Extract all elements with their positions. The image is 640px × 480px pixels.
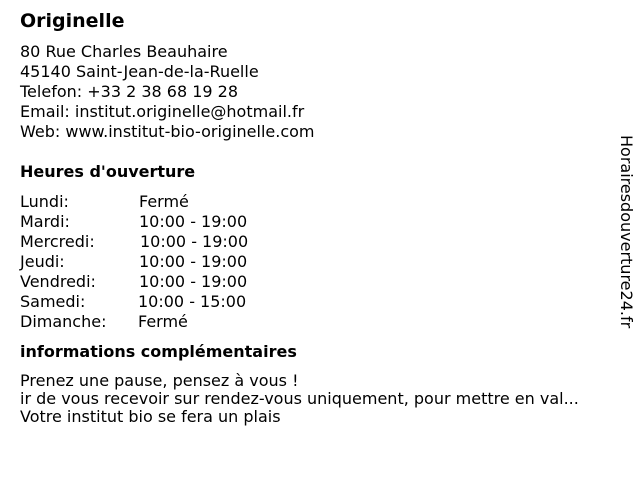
opening-hours-title: Heures d'ouverture bbox=[20, 162, 196, 181]
business-card bbox=[20, 8, 615, 426]
hours-row-saturday bbox=[20, 292, 615, 312]
business-name: Originelle bbox=[20, 10, 125, 32]
day-label: Mercredi: bbox=[20, 232, 95, 251]
info-line-1: Prenez une pause, pensez à vous ! bbox=[20, 371, 299, 390]
day-label: Mardi: bbox=[20, 212, 70, 231]
hours-row-thursday bbox=[20, 252, 615, 272]
time-value: 10:00 - 19:00 bbox=[140, 232, 249, 251]
day-label: Dimanche: bbox=[20, 312, 107, 331]
day-label: Samedi: bbox=[20, 292, 86, 311]
info-line-2: ir de vous recevoir sur rendez-vous uniquement, pour mettre en val... bbox=[20, 389, 579, 408]
time-value: Fermé bbox=[139, 192, 189, 211]
info-line-3: Votre institut bio se fera un plais bbox=[20, 407, 281, 426]
hours-row-wednesday bbox=[20, 232, 615, 252]
time-value: Fermé bbox=[138, 312, 188, 331]
address-line-2: 45140 Saint-Jean-de-la-Ruelle bbox=[20, 62, 259, 81]
day-label: Jeudi: bbox=[20, 252, 65, 271]
hours-row-friday bbox=[20, 272, 615, 292]
phone-number[interactable]: Telefon: +33 2 38 68 19 28 bbox=[20, 82, 239, 101]
hours-row-monday bbox=[20, 192, 615, 212]
time-value: 10:00 - 19:00 bbox=[139, 212, 248, 231]
day-label: Lundi: bbox=[20, 192, 69, 211]
opening-hours-list bbox=[20, 192, 615, 332]
day-label: Vendredi: bbox=[20, 272, 96, 291]
hours-row-tuesday bbox=[20, 212, 615, 232]
website-link[interactable]: Web: www.institut-bio-originelle.com bbox=[20, 122, 315, 141]
time-value: 10:00 - 15:00 bbox=[138, 292, 247, 311]
time-value: 10:00 - 19:00 bbox=[139, 272, 248, 291]
email-address[interactable]: Email: institut.originelle@hotmail.fr bbox=[20, 102, 305, 121]
additional-info-title: informations complémentaires bbox=[20, 342, 297, 361]
brand-watermark: Horairesdouverture24.fr bbox=[617, 135, 636, 329]
address-line-1: 80 Rue Charles Beauhaire bbox=[20, 42, 228, 61]
time-value: 10:00 - 19:00 bbox=[139, 252, 248, 271]
hours-row-sunday bbox=[20, 312, 615, 332]
